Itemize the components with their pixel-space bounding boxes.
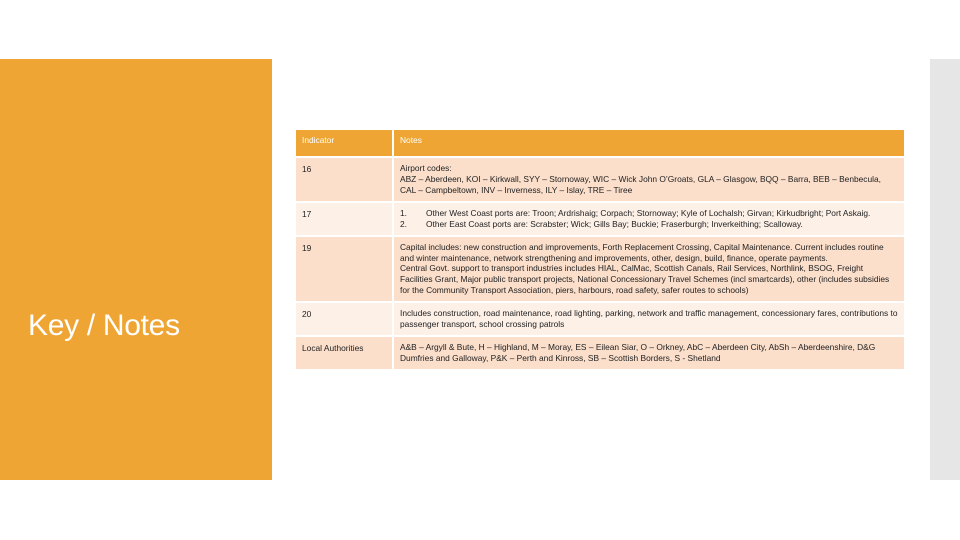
indicator-cell: 19: [296, 237, 394, 304]
table-row: [296, 158, 904, 203]
indicator-cell: 20: [296, 303, 394, 337]
notes-cell: [394, 303, 904, 337]
notes-text: Capital includes: new construction and improvements, Forth Replacement Crossing, Capital Maintenance. Current includes routine and winter maintenance, network strengthening and improvements, other, design, build, finance, operate payments.: [400, 241, 884, 263]
slide-title: Key / Notes: [28, 309, 180, 342]
notes-table: [296, 130, 904, 371]
title-panel: [0, 59, 272, 480]
list-number: 2.: [400, 218, 407, 229]
notes-cell: [394, 337, 904, 371]
table-row: [296, 337, 904, 371]
table-row: [296, 237, 904, 304]
list-text: Other West Coast ports are: Troon; Ardrishaig; Corpach; Stornoway; Kyle of Lochalsh; Girvan; Kirkudbright; Port Askaig.: [426, 207, 871, 218]
notes-text: ABZ – Aberdeen, KOI – Kirkwall, SYY – Stornoway, WIC – Wick John O’Groats, GLA – Glasgow, BQQ – Barra, BEB – Benbecula, CAL – Campbeltown, INV – Inverness, ILY – Islay, TRE – Tiree: [400, 173, 881, 195]
notes-text: A&B – Argyll & Bute, H – Highland, M – Moray, ES – Eilean Siar, O – Orkney, AbC – Aberdeen City, AbSh – Aberdeenshire, D&G Dumfries and Galloway, P&K – Perth and Kinross, SB – Scottish Borders, S - Shetland: [400, 342, 876, 363]
list-item: [400, 219, 898, 230]
notes-text: Airport codes:: [400, 163, 452, 173]
table-row: [296, 203, 904, 237]
list-number: 1.: [400, 207, 407, 218]
table-header-row: [296, 130, 904, 158]
list-item: [400, 208, 898, 219]
notes-cell: [394, 158, 904, 203]
indicator-cell: 16: [296, 158, 394, 203]
indicator-cell: Local Authorities: [296, 337, 394, 371]
notes-text: Central Govt. support to transport industries includes HIAL, CalMac, Scottish Canals, Rail Services, Northlink, BSOG, Freight Facilities Grant, Major public transport projects, National Concessionary Travel Schemes (incl smartcards), other (includes subsidies for the Community Transport Association, piers, harbours, road safety, safer routes to schools): [400, 263, 890, 296]
side-strip: [930, 59, 960, 480]
notes-cell: [394, 203, 904, 237]
header-indicator: Indicator: [296, 130, 394, 158]
list-text: Other East Coast ports are: Scrabster; Wick; Gills Bay; Buckie; Fraserburgh; Inverkeithing; Scalloway.: [426, 218, 803, 229]
ports-list: [400, 208, 898, 230]
header-notes: Notes: [394, 130, 904, 158]
indicator-cell: 17: [296, 203, 394, 237]
notes-cell: [394, 237, 904, 304]
table-row: [296, 303, 904, 337]
notes-text: Includes construction, road maintenance, road lighting, parking, network and traffic management, concessionary fares, contributions to passenger transport, school crossing patrols: [400, 308, 898, 330]
